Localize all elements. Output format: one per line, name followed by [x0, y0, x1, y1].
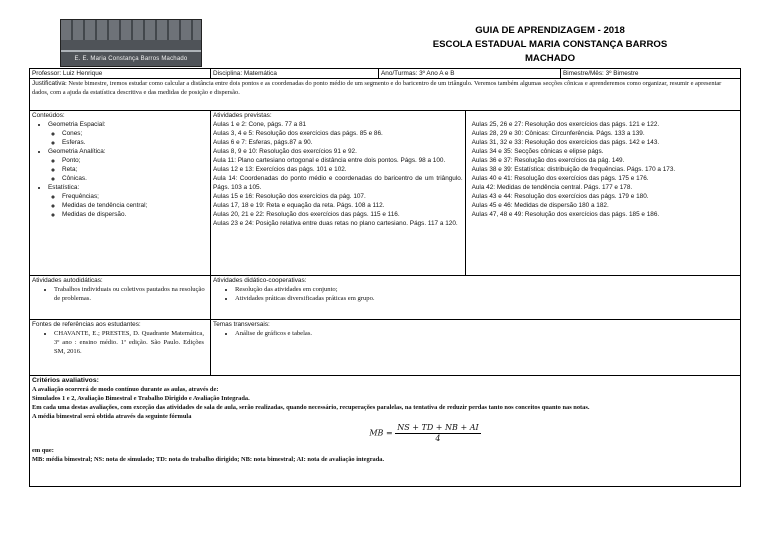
atividades-col-2	[466, 111, 740, 275]
aula-entry: Aulas 17, 18 e 19: Reta e equação da reta. Págs. 108 a 112.	[213, 202, 385, 209]
autodidaticas-label: Atividades autodidáticas:	[32, 277, 103, 284]
aula-entry: Aulas 12 e 13: Exercícios das págs. 101 e 102.	[213, 166, 347, 173]
criterios-line: A avaliação ocorrerá de modo contínuo durante as aulas, através de:	[32, 386, 219, 393]
criterios-line: Simulados 1 e 2, Avaliação Bimestral e Trabalho Dirigido e Avaliação Integrada.	[32, 395, 250, 402]
didatico-cooperativas-item: • Resolução das atividades em conjunto;	[235, 285, 738, 294]
autodidaticas-list	[32, 285, 208, 303]
atividades-previstas-cell	[211, 111, 741, 276]
aula-entry: Aulas 6 e 7: Esferas, págs.87 a 90.	[213, 139, 313, 146]
subtopic-list	[48, 129, 208, 147]
conteudos-cell	[30, 111, 211, 276]
topic-estatistica	[48, 183, 208, 219]
aula-entry: Aulas 45 e 46: Medidas de dispersão 180 a 182.	[471, 202, 609, 209]
title-line-1: GUIA DE APRENDIZAGEM - 2018	[475, 25, 625, 36]
aula-entry: Aulas 47, 48 e 49: Resolução dos exercícios das págs. 185 e 186.	[471, 211, 660, 218]
logo-text: E. E. Maria Constança Barros Machado	[74, 56, 188, 62]
topic-geometria-espacial	[48, 120, 208, 147]
aula-entry: Aulas 28, 29 e 30: Cônicas: Circunferência. Págs. 133 a 139.	[471, 130, 645, 137]
subtopic-item: ◦ Frequências;	[62, 192, 172, 201]
aula-entry: Aulas 8, 9 e 10: Resolução dos exercícios 91 e 92.	[213, 148, 357, 155]
aula-entry: Aulas 34 e 35: Secções cônicas e elipse págs.	[471, 148, 604, 155]
topic-title: Estatística:	[48, 184, 80, 191]
aula-entry: Aulas 25, 26 e 27: Resolução dos exercícios das págs. 121 e 122.	[471, 121, 660, 128]
school-logo	[60, 19, 202, 67]
logo-building-graphic	[61, 20, 201, 40]
subtopic-item: ◦ Cones;	[62, 129, 208, 138]
aula-entry: Aulas 43 e 44: Resolução dos exercícios das págs. 179 e 180.	[471, 193, 649, 200]
formula-legend: MB: média bimestral; NS: nota de simulado; TD: nota do trabalho dirigido; NB: nota bimestral; AI: nota de avaliação integrada.	[32, 456, 385, 463]
aula-entry: Aulas 40 e 41: Resolução dos exercícios das págs. 175 e 176.	[471, 175, 649, 182]
aula-entry: Aulas 38 e 39: Estatística: distribuição de frequências. Págs. 170 a 173.	[471, 166, 676, 173]
fontes-item: • CHAVANTE, E.; PRESTES, D. Quadrante Matemática, 3º ano : ensino médio. 1ª edição. São Paulo. Edições SM, 2016.	[54, 329, 204, 356]
professor-cell: Professor: Luiz Henrique	[30, 69, 211, 79]
subtopic-item: ◦ Reta;	[62, 165, 208, 174]
justificativa-text: : Neste bimestre, iremos estudar como calcular a distância entre dois pontos e as coordenadas do ponto médio de um segmento e do baricentro de um triângulo. Veremos também algumas secções cônicas e aprenderemos como organizar, resumir e apresentar dados, com a ajuda da estatística descritiva e das medidas de posição e dispersão.	[32, 80, 722, 96]
title-line-2: ESCOLA ESTADUAL MARIA CONSTANÇA BARROS	[432, 39, 668, 50]
fontes-label: Fontes de referências aos estudantes:	[32, 321, 141, 328]
conteudos-topics	[32, 120, 208, 219]
formula-denominator: 4	[435, 434, 441, 443]
aula-entry: Aula 14: Coordenadas do ponto médio e coordenadas do baricentro de um triângulo. Págs. 103 a 105.	[213, 175, 463, 191]
subtopic-list	[48, 156, 208, 183]
atividades-col-1	[211, 111, 466, 275]
aula-entry: Aulas 1 e 2: Cone, págs. 77 a 81	[213, 121, 307, 128]
temas-list	[213, 329, 738, 338]
aula-entry: Aula 11: Plano cartesiano ortogonal e distância entre dois pontos. Págs. 98 a 100.	[213, 157, 446, 164]
subtopic-list	[48, 192, 172, 219]
subtopic-item: ◦ Medidas de dispersão.	[62, 210, 172, 219]
topic-title: Geometria Espacial:	[48, 121, 106, 128]
aula-entry: Aula 42: Medidas de tendência central. Págs. 177 e 178.	[471, 184, 633, 191]
em-que-text: em que:	[32, 447, 54, 454]
criterios-label: Critérios avaliativos:	[32, 377, 99, 384]
criterios-line: Em cada uma destas avaliações, com exceção das atividades de sala de aula, serão realizadas, quando necessário, recuperações paralelas, na tentativa de reduzir perdas tanto nos conceitos quanto nas notas.	[32, 404, 590, 411]
turmas-cell: Ano/Turmas: 3º Ano A e B	[379, 69, 561, 79]
aula-entry: Aulas 31, 32 e 33: Resolução dos exercícios das págs. 142 e 143.	[471, 139, 660, 146]
aula-entry: Aulas 36 e 37: Resolução dos exercícios da pág. 149.	[471, 157, 625, 164]
justificativa-cell	[30, 79, 741, 111]
subtopic-item: ◦ Ponto;	[62, 156, 208, 165]
criterios-cell	[30, 376, 741, 487]
subtopic-item: ◦ Esferas.	[62, 138, 208, 147]
temas-cell	[211, 320, 741, 376]
topic-title: Geometria Analítica:	[48, 148, 106, 155]
atividades-previstas-grid	[211, 111, 740, 275]
didatico-cooperativas-label: Atividades didático-cooperativas:	[213, 277, 307, 284]
aula-entry: Aulas 3, 4 e 5: Resolução dos exercícios das págs. 85 e 86.	[213, 130, 383, 137]
subtopic-item: ◦ Cônicas.	[62, 174, 208, 183]
formula-fraction	[395, 423, 480, 444]
justificativa-label: Justificativa	[32, 80, 66, 87]
aula-entry: Aulas 23 e 24: Posição relativa entre duas retas no plano cartesiano. Págs. 117 a 120.	[213, 220, 458, 227]
aula-entry: Aulas 15 e 16: Resolução dos exercícios da pág. 107.	[213, 193, 366, 200]
bimestre-cell: Bimestre/Mês: 3º Bimestre	[561, 69, 741, 79]
autodidaticas-item: • Trabalhos individuais ou coletivos pautados na resolução de problemas.	[54, 285, 208, 303]
atividades-previstas-label: Atividades previstas:	[213, 112, 272, 119]
didatico-cooperativas-list	[213, 285, 738, 303]
disciplina-cell: Disciplina: Matemática	[211, 69, 379, 79]
didatico-cooperativas-item: • Atividades práticas diversificadas práticas em grupo.	[235, 294, 738, 303]
autodidaticas-cell	[30, 276, 211, 320]
aula-entry: Aulas 20, 21 e 22: Resolução dos exercícios das págs. 115 e 116.	[213, 211, 400, 218]
guide-table	[29, 68, 741, 487]
title-line-3: MACHADO	[524, 53, 576, 64]
fontes-list	[32, 329, 208, 356]
topic-geometria-analitica	[48, 147, 208, 183]
document-title	[400, 24, 700, 66]
formula-lhs: MB =	[369, 428, 393, 438]
temas-label: Temas transversais:	[213, 321, 270, 328]
conteudos-label: Conteúdos:	[32, 112, 65, 119]
formula-numerator: NS + TD + NB + AI	[397, 423, 479, 432]
criterios-line: A média bimestral será obtida através da seguinte fórmula	[32, 413, 192, 420]
media-formula	[72, 423, 741, 444]
fontes-cell	[30, 320, 211, 376]
temas-item: • Análise de gráficos e tabelas.	[235, 329, 738, 338]
didatico-cooperativas-cell	[211, 276, 741, 320]
logo-divider	[61, 50, 201, 52]
subtopic-item: ◦ Medidas de tendência central;	[62, 201, 172, 210]
